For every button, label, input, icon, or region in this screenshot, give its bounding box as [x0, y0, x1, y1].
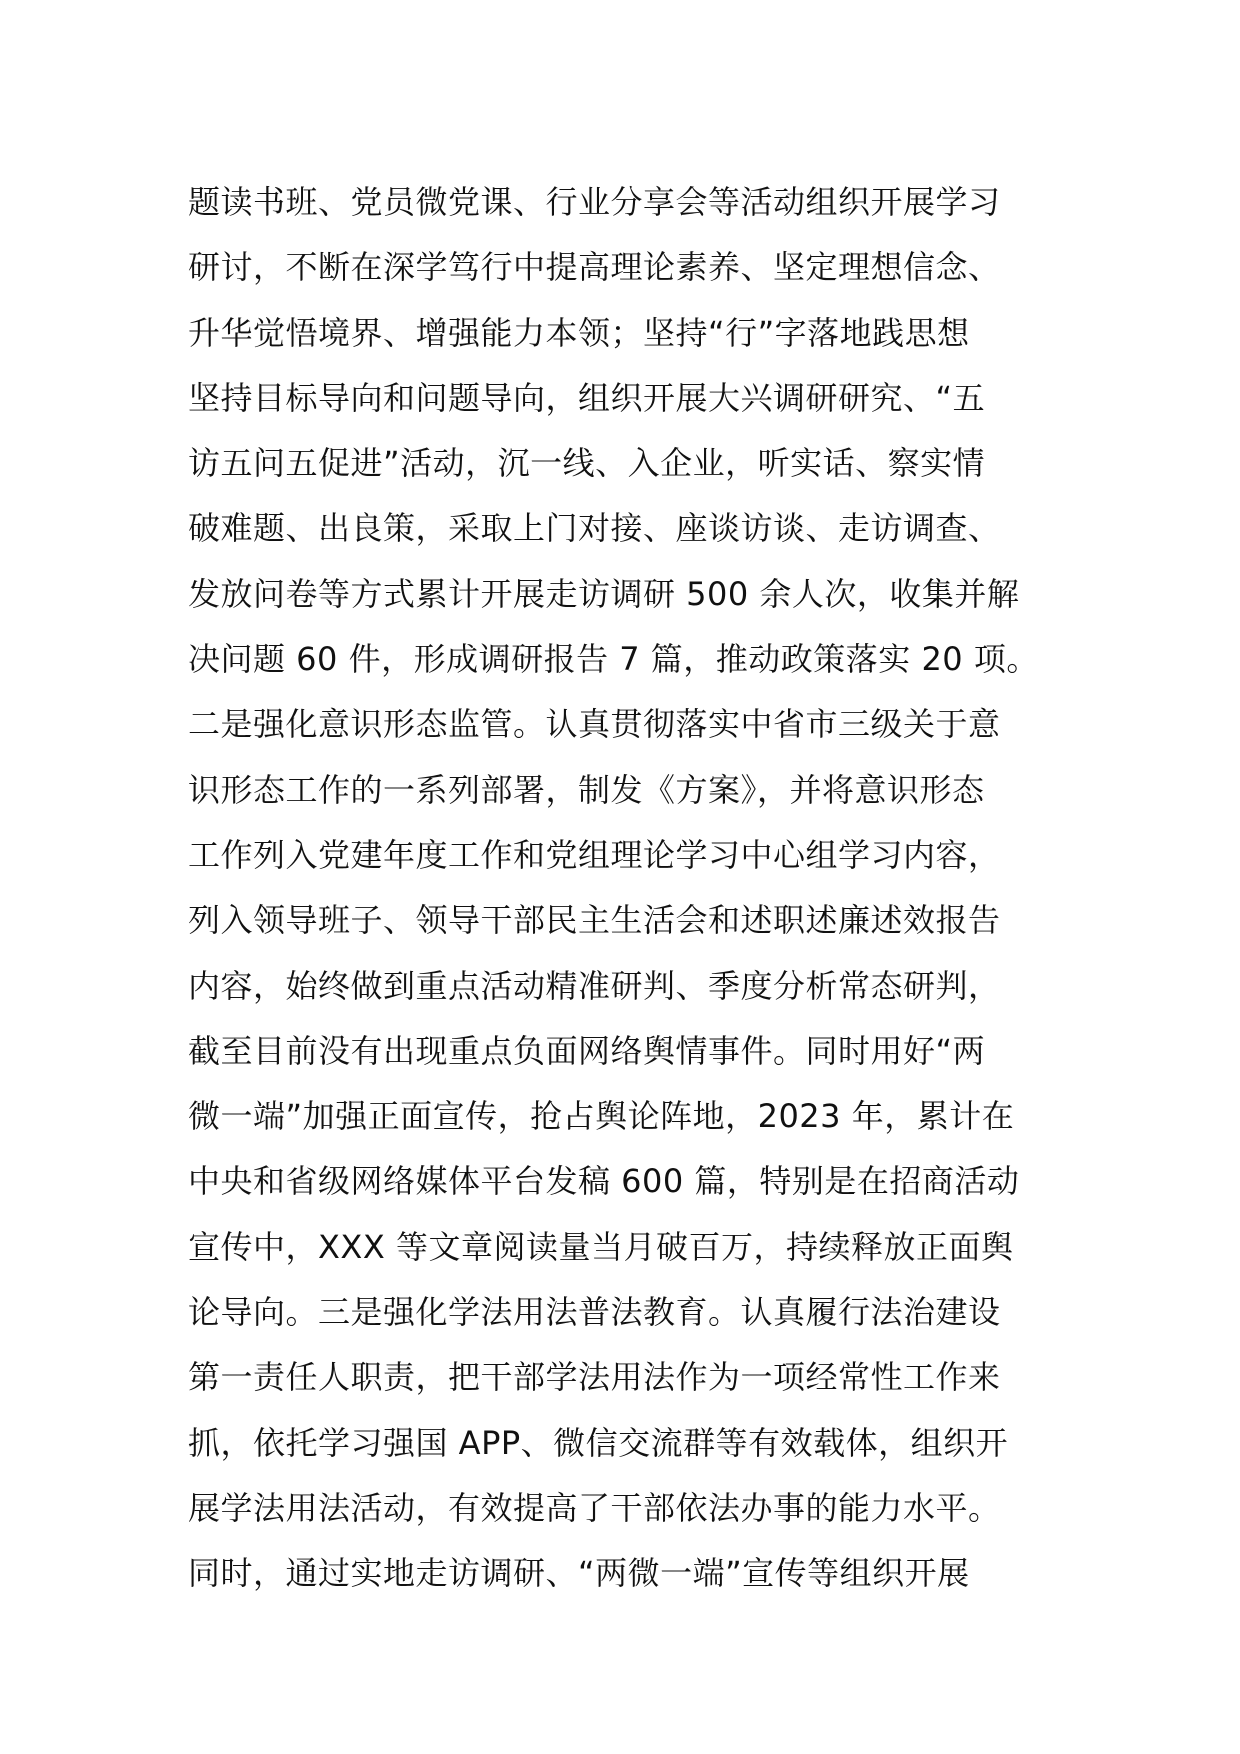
- text-line: 内容，始终做到重点活动精准研判、季度分析常态研判，: [188, 966, 1001, 1005]
- text-line: 发放问卷等方式累计开展走访调研 500 余人次，收集并解: [188, 574, 1020, 613]
- text-line: 第一责任人职责，把干部学法用法作为一项经常性工作来: [188, 1358, 1001, 1397]
- text-line: 升华觉悟境界、增强能力本领；坚持“行”字落地践思想: [188, 313, 970, 352]
- text-line: 截至目前没有出现重点负面网络舆情事件。同时用好“两: [188, 1031, 986, 1070]
- text-line: 论导向。三是强化学法用法普法教育。认真履行法治建设: [188, 1293, 1001, 1332]
- text-line: 题读书班、党员微党课、行业分享会等活动组织开展学习: [188, 183, 1001, 221]
- text-line: 访五问五促进”活动，沉一线、入企业，听实话、察实情: [188, 444, 986, 483]
- text-line: 微一端”加强正面宣传，抢占舆论阵地，2023 年，累计在: [188, 1097, 1015, 1136]
- text-line: 列入领导班子、领导干部民主生活会和述职述廉述效报告: [188, 901, 1001, 940]
- text-line: 展学法用法活动，有效提高了干部依法办事的能力水平。: [188, 1488, 1001, 1527]
- text-line: 二是强化意识形态监管。认真贯彻落实中省市三级关于意: [188, 705, 1001, 744]
- text-line: 决问题 60 件，形成调研报告 7 篇，推动政策落实 20 项。: [188, 640, 1039, 679]
- text-line: 破难题、出良策，采取上门对接、座谈访谈、走访调查、: [188, 509, 1001, 548]
- text-line: 同时，通过实地走访调研、“两微一端”宣传等组织开展: [188, 1554, 970, 1593]
- text-line: 工作列入党建年度工作和党组理论学习中心组学习内容，: [188, 835, 1001, 874]
- text-line: 中央和省级网络媒体平台发稿 600 篇，特别是在招商活动: [188, 1162, 1020, 1201]
- text-line: 识形态工作的一系列部署，制发《方案》，并将意识形态: [188, 770, 985, 809]
- body-text: [188, 170, 1068, 1607]
- text-line: 研讨，不断在深学笃行中提高理论素养、坚定理想信念、: [188, 248, 1001, 287]
- text-line: 坚持目标导向和问题导向，组织开展大兴调研研究、“五: [188, 378, 986, 417]
- text-line: 抓，依托学习强国 APP、微信交流群等有效载体，组织开: [188, 1423, 1009, 1462]
- text-line: 宣传中，XXX 等文章阅读量当月破百万，持续释放正面舆: [188, 1227, 1014, 1266]
